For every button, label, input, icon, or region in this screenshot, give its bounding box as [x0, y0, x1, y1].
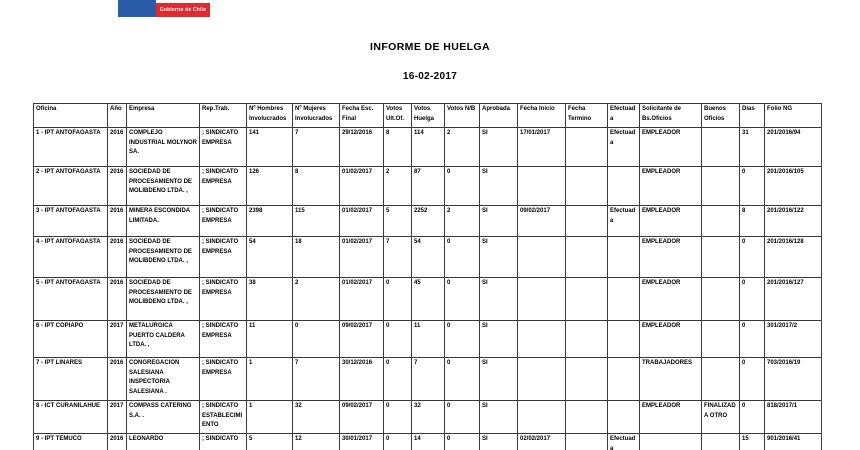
table-cell: SI: [480, 167, 518, 206]
column-header: Aprobada: [480, 104, 518, 128]
table-cell: 2016: [108, 237, 127, 278]
table-cell: 2016: [108, 358, 127, 401]
column-header: Fecha Termino: [566, 104, 608, 128]
table-cell: 2016: [108, 206, 127, 237]
table-cell: SI: [480, 358, 518, 401]
table-cell: [566, 167, 608, 206]
table-cell: 9 - IPT TEMUCO: [34, 434, 108, 450]
table-cell: 0: [445, 278, 480, 321]
column-header: Nº Mujeres Involucrados: [293, 104, 340, 128]
table-cell: SI: [480, 237, 518, 278]
table-cell: 201/2016/105: [765, 167, 822, 206]
table-cell: [566, 278, 608, 321]
table-cell: 5: [247, 434, 293, 450]
table-cell: 30/01/2017: [340, 434, 384, 450]
table-cell: [608, 167, 640, 206]
table-cell: 18: [293, 237, 340, 278]
table-cell: 0: [445, 358, 480, 401]
table-cell: 114: [412, 128, 445, 167]
table-cell: ; SINDICATO EMPRESA: [200, 167, 247, 206]
table-cell: 0: [740, 401, 765, 434]
table-cell: ; SINDICATO EMPRESA: [200, 237, 247, 278]
table-cell: EMPLEADOR: [640, 401, 702, 434]
table-cell: [608, 401, 640, 434]
table-cell: 2016: [108, 278, 127, 321]
table-cell: SI: [480, 278, 518, 321]
table-cell: [702, 434, 740, 450]
table-cell: [608, 278, 640, 321]
table-cell: SOCIEDAD DE PROCESAMIENTO DE MOLIBDENO LTDA. ,: [127, 167, 200, 206]
table-cell: 301/2017/2: [765, 321, 822, 358]
table-cell: [702, 358, 740, 401]
table-cell: 126: [247, 167, 293, 206]
table-cell: 54: [247, 237, 293, 278]
table-cell: MINERA ESCONDIDA LIMITADA.: [127, 206, 200, 237]
column-header: Oficina: [34, 104, 108, 128]
table-cell: 818/2017/1: [765, 401, 822, 434]
column-header: Rep.Trab.: [200, 104, 247, 128]
table-cell: 01/02/2017: [340, 237, 384, 278]
table-cell: 201/2016/128: [765, 237, 822, 278]
table-cell: 7: [293, 358, 340, 401]
table-cell: SOCIEDAD DE PROCESAMIENTO DE MOLIBDENO LTDA. ,: [127, 278, 200, 321]
table-cell: 54: [412, 237, 445, 278]
table-cell: EMPLEADOR: [640, 321, 702, 358]
table-cell: 11: [412, 321, 445, 358]
table-cell: 01/02/2017: [340, 278, 384, 321]
table-cell: 14: [412, 434, 445, 450]
table-cell: 15: [740, 434, 765, 450]
table-cell: [566, 434, 608, 450]
table-cell: [566, 358, 608, 401]
table-cell: [566, 321, 608, 358]
table-cell: 09/02/2017: [340, 401, 384, 434]
table-cell: 2017: [108, 401, 127, 434]
table-cell: 5 - IPT ANTOFAGASTA: [34, 278, 108, 321]
table-cell: ; SINDICATO EMPRESA: [200, 206, 247, 237]
column-header: Días: [740, 104, 765, 128]
table-cell: 38: [247, 278, 293, 321]
table-cell: 2: [445, 206, 480, 237]
table-cell: SI: [480, 128, 518, 167]
table-cell: 2252: [412, 206, 445, 237]
table-cell: [702, 128, 740, 167]
table-cell: 7: [293, 128, 340, 167]
table-cell: 0: [293, 321, 340, 358]
table-cell: 2: [445, 128, 480, 167]
table-cell: 01/02/2017: [340, 206, 384, 237]
table-cell: 45: [412, 278, 445, 321]
table-cell: [518, 278, 566, 321]
column-header: Buenos Oficios: [702, 104, 740, 128]
table-cell: 31: [740, 128, 765, 167]
logo-flag-red-block: [156, 3, 210, 17]
table-cell: 2016: [108, 167, 127, 206]
table-cell: 2: [384, 167, 412, 206]
table-cell: [702, 278, 740, 321]
table-cell: 703/2016/19: [765, 358, 822, 401]
table-cell: [518, 237, 566, 278]
table-cell: 8: [293, 167, 340, 206]
table-cell: 0: [384, 278, 412, 321]
table-cell: SI: [480, 434, 518, 450]
table-cell: 201/2016/127: [765, 278, 822, 321]
table-cell: 2398: [247, 206, 293, 237]
table-cell: 2 - IPT ANTOFAGASTA: [34, 167, 108, 206]
table-cell: 8: [740, 206, 765, 237]
table-cell: ; SINDICATO ESTABLECIMIENTO: [200, 401, 247, 434]
table-cell: 09/02/2017: [340, 321, 384, 358]
table-cell: 0: [740, 237, 765, 278]
column-header: Votos Huelga: [412, 104, 445, 128]
table-cell: 5: [384, 206, 412, 237]
table-cell: 901/2016/41: [765, 434, 822, 450]
table-cell: 0: [445, 167, 480, 206]
table-cell: 11: [247, 321, 293, 358]
table-cell: [566, 206, 608, 237]
table-cell: [566, 237, 608, 278]
table-cell: 0: [445, 321, 480, 358]
column-header: Fecha Inicio: [518, 104, 566, 128]
logo-text: Gobierno de Chile: [159, 7, 207, 13]
table-cell: 201/2016/122: [765, 206, 822, 237]
header-row: [34, 104, 822, 128]
table-cell: 0: [740, 278, 765, 321]
table-cell: 201/2016/94: [765, 128, 822, 167]
table-row: [34, 401, 822, 434]
huelga-table: [33, 103, 822, 450]
logo-flag-blue-block: [118, 0, 156, 17]
table-cell: 2016: [108, 434, 127, 450]
table-row: [34, 278, 822, 321]
column-header: Votos N/B: [445, 104, 480, 128]
column-header: Efectuada: [608, 104, 640, 128]
table-cell: 115: [293, 206, 340, 237]
table-cell: EMPLEADOR: [640, 278, 702, 321]
table-cell: 02/02/2017: [518, 434, 566, 450]
table-cell: 0: [384, 401, 412, 434]
table-cell: [608, 321, 640, 358]
table-cell: 30/12/2016: [340, 358, 384, 401]
table-cell: [608, 358, 640, 401]
column-header: Año: [108, 104, 127, 128]
table-cell: 0: [445, 237, 480, 278]
table-cell: [702, 167, 740, 206]
table-body: [34, 128, 822, 450]
table-cell: Efectuada: [608, 128, 640, 167]
table-cell: [518, 321, 566, 358]
table-cell: SI: [480, 321, 518, 358]
table-row: [34, 434, 822, 450]
table-cell: [608, 237, 640, 278]
table-cell: 0: [445, 401, 480, 434]
table-cell: 0: [740, 167, 765, 206]
table-row: [34, 321, 822, 358]
table-cell: 01/02/2017: [340, 167, 384, 206]
column-header: Fecha Esc. Final: [340, 104, 384, 128]
table-cell: 87: [412, 167, 445, 206]
table-cell: 09/02/2017: [518, 206, 566, 237]
table-cell: TRABAJADORES: [640, 358, 702, 401]
table-cell: 2017: [108, 321, 127, 358]
table-cell: EMPLEADOR: [640, 128, 702, 167]
table-cell: COMPASS CATERING S.A. .: [127, 401, 200, 434]
table-cell: 0: [384, 321, 412, 358]
table-cell: LEONARDO: [127, 434, 200, 450]
column-header: Empresa: [127, 104, 200, 128]
column-header: Votos Ult.Of.: [384, 104, 412, 128]
table-cell: 7: [412, 358, 445, 401]
table-cell: 8: [384, 128, 412, 167]
table-cell: METALURGICA PUERTO CALDERA LTDA. ,: [127, 321, 200, 358]
table-cell: [518, 401, 566, 434]
table-cell: EMPLEADOR: [640, 206, 702, 237]
table-cell: 0: [445, 434, 480, 450]
table-cell: SI: [480, 401, 518, 434]
table-cell: 32: [293, 401, 340, 434]
table-cell: 0: [384, 358, 412, 401]
table-cell: [566, 401, 608, 434]
table-cell: [518, 167, 566, 206]
table-cell: 12: [293, 434, 340, 450]
table-row: [34, 206, 822, 237]
table-cell: ; SINDICATO: [200, 434, 247, 450]
table-cell: [640, 434, 702, 450]
table-cell: 0: [384, 434, 412, 450]
table-cell: ; SINDICATO EMPRESA: [200, 321, 247, 358]
table-cell: 1 - IPT ANTOFAGASTA: [34, 128, 108, 167]
table-cell: [702, 206, 740, 237]
table-cell: 7: [384, 237, 412, 278]
table-cell: 0: [740, 358, 765, 401]
table-cell: 0: [740, 321, 765, 358]
table-cell: [702, 237, 740, 278]
table-cell: ; SINDICATO EMPRESA: [200, 358, 247, 401]
table-cell: SOCIEDAD DE PROCESAMIENTO DE MOLIBDENO LTDA. ,: [127, 237, 200, 278]
table-cell: 7 - IPT LINARES: [34, 358, 108, 401]
table-cell: [702, 321, 740, 358]
table-cell: EMPLEADOR: [640, 237, 702, 278]
table-cell: 6 - IPT COPIAPO: [34, 321, 108, 358]
table-cell: ; SINDICATO EMPRESA: [200, 278, 247, 321]
report-date: 16-02-2017: [402, 71, 458, 82]
table-cell: 3 - IPT ANTOFAGASTA: [34, 206, 108, 237]
table-cell: CONGREGACION SALESIANA INSPECTORIA SALESIANA .: [127, 358, 200, 401]
table-cell: [518, 358, 566, 401]
report-title: INFORME DE HUELGA: [370, 41, 490, 53]
table-row: [34, 167, 822, 206]
table-cell: [566, 128, 608, 167]
table-cell: 29/12/2016: [340, 128, 384, 167]
table-cell: 17/01/2017: [518, 128, 566, 167]
table-cell: COMPLEJO INDUSTRIAL MOLYNOR SA.: [127, 128, 200, 167]
table-cell: FINALIZADA OTRO: [702, 401, 740, 434]
table-cell: 32: [412, 401, 445, 434]
table-cell: 2016: [108, 128, 127, 167]
table-cell: 1: [247, 401, 293, 434]
table-row: [34, 358, 822, 401]
column-header: Folio NG: [765, 104, 822, 128]
table-cell: 141: [247, 128, 293, 167]
table-cell: ; SINDICATO EMPRESA: [200, 128, 247, 167]
table-cell: SI: [480, 206, 518, 237]
table-cell: 1: [247, 358, 293, 401]
table-cell: 8 - ICT CURANILAHUE: [34, 401, 108, 434]
table-cell: 4 - IPT ANTOFAGASTA: [34, 237, 108, 278]
table-cell: EMPLEADOR: [640, 167, 702, 206]
table-cell: Efectuada: [608, 206, 640, 237]
table-cell: Efectuada: [608, 434, 640, 450]
column-header: Nº Hombres Involucrados: [247, 104, 293, 128]
table-row: [34, 128, 822, 167]
column-header: Solicitante de Bs.Oficios: [640, 104, 702, 128]
table-cell: 2: [293, 278, 340, 321]
table-row: [34, 237, 822, 278]
